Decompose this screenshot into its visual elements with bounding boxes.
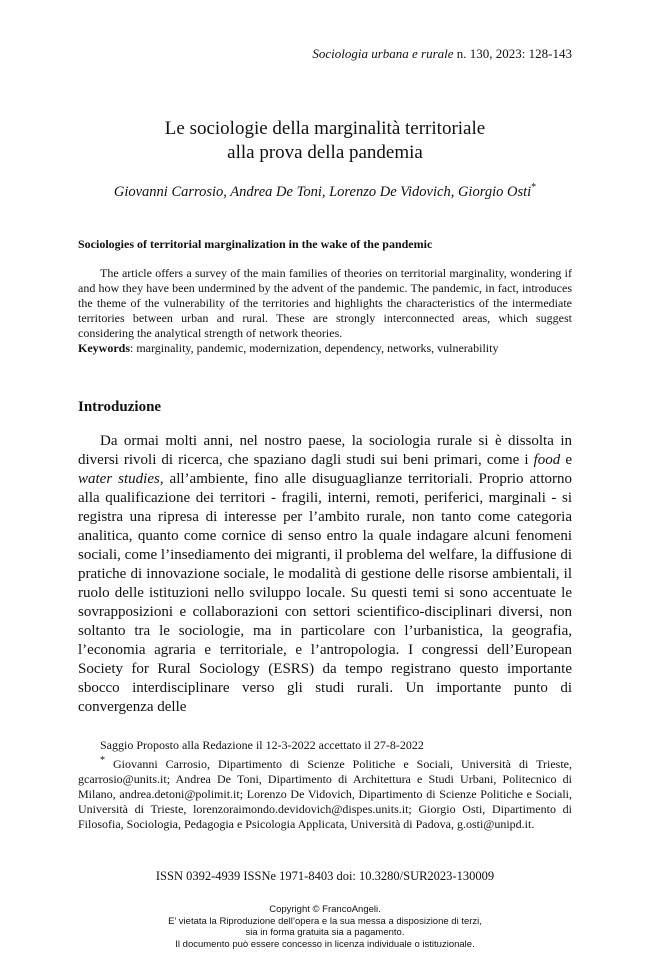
body-rest: , all’ambiente, fino alle disuguaglianze territoriali. Proprio attorno alla qualificazione dei territori - fragili, interni, remoti, periferici, marginali - si registra una ripresa di interesse per l’ambito rurale, non tanto come categoria analitica, quanto come cornice di senso entro la quale indagare alcuni fenomeni sociali, come l’insediamento dei migranti, il problema del welfare, la diffusione di pratiche di innovazione sociale, le modalità di gestione delle risorse ambientali, il ruolo delle istituzioni nello sviluppo locale. Su questi temi si sono accentuate le sovrapposizioni e collaborazioni con settori scientifico-disciplinari diversi, non soltanto tra le sociologie, ma in particolare con l’urbanistica, la geografia, l’economia agraria e territoriale, e l’antropologia. I congressi dell’European Society for Rural Sociology (ESRS) da tempo registrano questo importante sbocco interdisciplinare verso gli studi rurali. Un importante punto di convergenza delle xyxy=(78,471,572,715)
affiliation-note xyxy=(78,753,572,832)
journal-name: Sociologia urbana e rurale xyxy=(312,46,454,61)
body-text xyxy=(78,432,572,717)
abstract xyxy=(78,266,572,356)
abstract-title: Sociologies of territorial marginalization in the wake of the pandemic xyxy=(78,237,433,251)
affiliation-mark: * xyxy=(100,755,105,766)
abstract-text: The article offers a survey of the main families of theories on territorial marginality, wondering if and how they have been undermined by the advent of the pandemic. The pandemic, in fact, introduces the theme of the vulnerability of the territories and highlights the characteristics of the intermediate territories between urban and rural. These are strongly interconnected areas, which suggest considering the analytical strength of network theories. xyxy=(78,266,572,340)
affiliation-text: Giovanni Carrosio, Dipartimento di Scienze Politiche e Sociali, Università di Trieste, gcarrosio@units.it; Andrea De Toni, Dipartimento di Architettura e Studi Urbani, Politecnico di Milano, andrea.detoni@polimit.it; Lorenzo De Vidovich, Dipartimento di Scienze Politiche e Sociali, Università di Trieste, lorenzoraimondo.devidovich@dispes.units.it; Giorgio Osti, Dipartimento di Filosofia, Sociologia, Pedagogia e Psicologia Applicata, Università di Padova, g.osti@unipd.it. xyxy=(78,757,572,831)
copyright-line-4: Il documento può essere concesso in licenza individuale o istituzionale. xyxy=(175,938,475,950)
body-and: e xyxy=(560,452,572,468)
body-paragraph xyxy=(78,432,572,717)
term-water-studies: water studies xyxy=(78,471,160,487)
copyright-line-2: E’ vietata la Riproduzione dell’opera e la sua messa a disposizione di terzi, xyxy=(168,915,482,927)
term-food: food xyxy=(533,452,561,468)
paper-title xyxy=(0,117,650,165)
copyright-notice xyxy=(0,904,650,950)
author-footnote-mark: * xyxy=(531,182,537,193)
section-heading: Introduzione xyxy=(78,399,162,415)
keywords-list: : marginality, pandemic, modernization, dependency, networks, vulnerability xyxy=(130,341,499,355)
copyright-line-3: sia in forma gratuita sia a pagamento. xyxy=(245,927,405,938)
authors xyxy=(0,182,650,201)
title-line-2: alla prova della pandemia xyxy=(227,142,423,163)
issn-doi: ISSN 0392-4939 ISSNe 1971-8403 doi: 10.3280/SUR2023-130009 xyxy=(155,869,495,883)
author-names: Giovanni Carrosio, Andrea De Toni, Lorenzo De Vidovich, Giorgio Osti xyxy=(113,183,532,200)
keywords xyxy=(78,341,572,356)
footnotes xyxy=(78,738,572,832)
title-line-1: Le sociologie della marginalità territoriale xyxy=(164,118,486,139)
running-head xyxy=(312,46,572,62)
body-start: Da ormai molti anni, nel nostro paese, la sociologia rurale si è dissolta in diversi rivoli di ricerca, che spaziano dagli studi sui beni primari, come i xyxy=(78,433,572,468)
issue-info: n. 130, 2023: 128-143 xyxy=(456,46,572,61)
copyright-line-1: Copyright © FrancoAngeli. xyxy=(269,904,381,915)
submission-note: Saggio Proposto alla Redazione il 12-3-2022 accettato il 27-8-2022 xyxy=(100,738,424,752)
keywords-label: Keywords xyxy=(78,341,130,355)
